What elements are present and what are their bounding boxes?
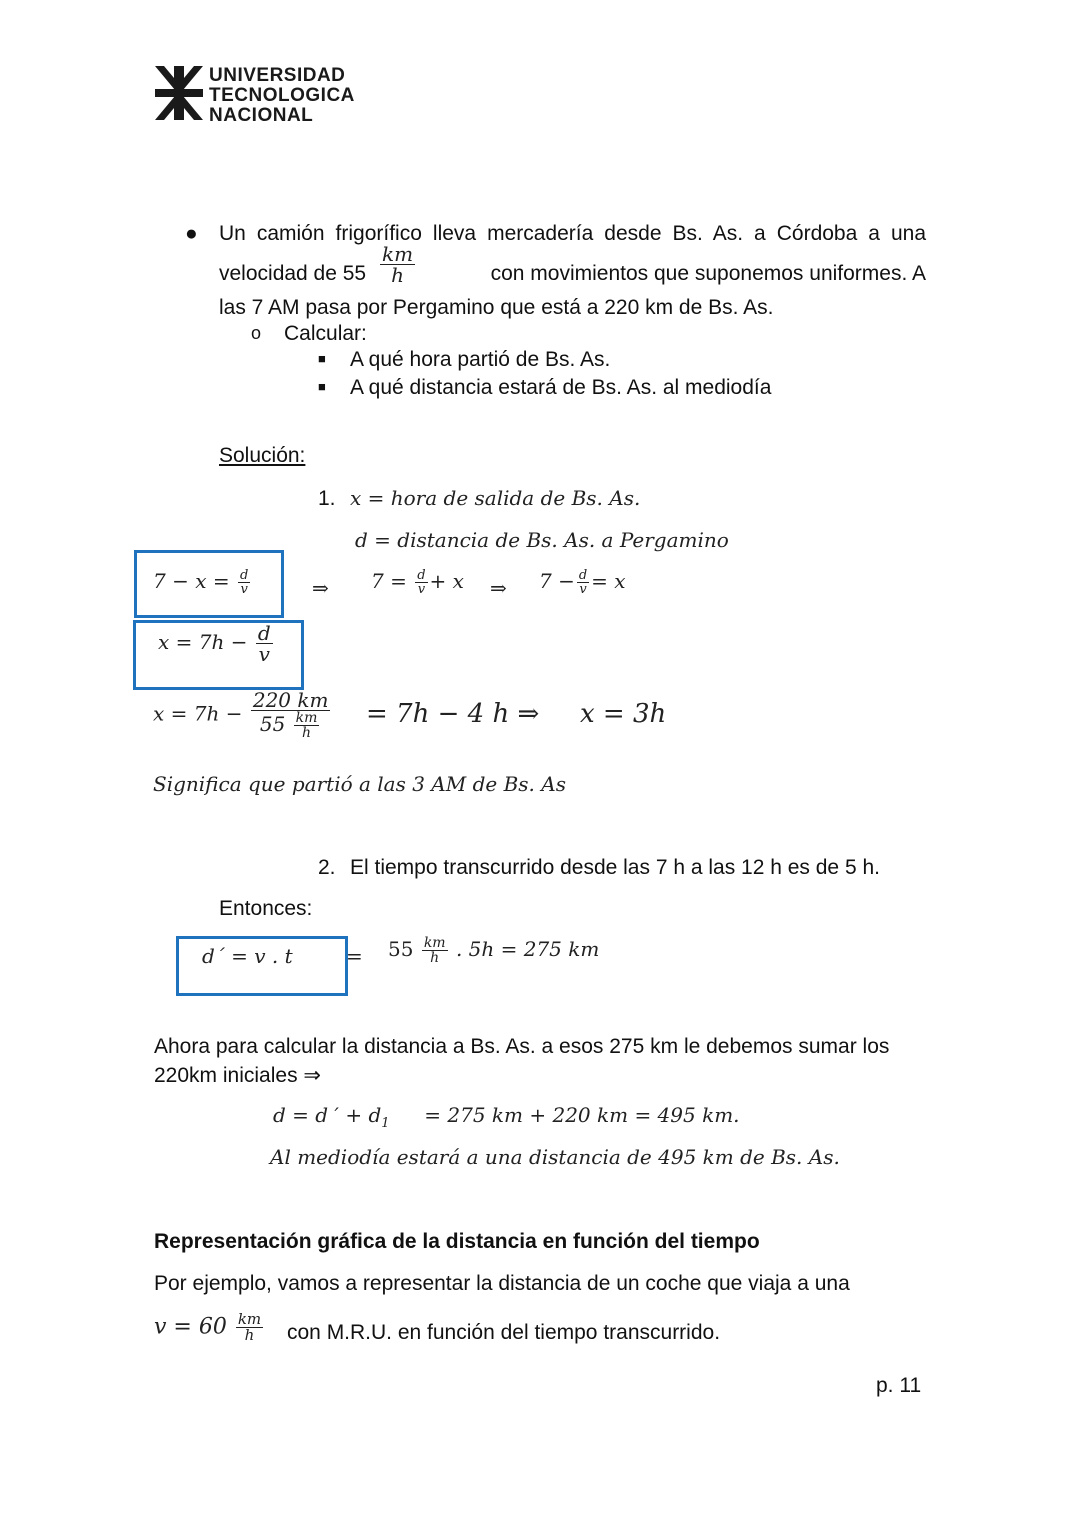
eq3-den-den: h bbox=[302, 725, 312, 741]
eq4-b: . 5h = 275 km bbox=[455, 937, 600, 961]
step-2-text: El tiempo transcurrido desde las 7 h a las 12 h es de 5 h. bbox=[350, 856, 880, 879]
eq2 bbox=[158, 623, 275, 664]
eq4-unit-num: km bbox=[423, 935, 446, 951]
eq4-a: 55 bbox=[388, 937, 414, 961]
unit-den: h bbox=[391, 263, 404, 287]
eq1-v: v bbox=[240, 582, 248, 597]
v-eq-text: v = 60 bbox=[154, 1314, 227, 1340]
eq1-mid-a: 7 = bbox=[371, 569, 414, 593]
eq2-text: x = 7h − bbox=[158, 630, 254, 654]
eq5-sub: 1 bbox=[381, 1116, 390, 1131]
page-number: p. 11 bbox=[876, 1374, 922, 1397]
eq1-right-v: v bbox=[579, 582, 587, 597]
eq1-left-text: 7 − x = bbox=[153, 569, 236, 593]
v-unit-num: km bbox=[237, 1310, 262, 1328]
eq5-b: = 275 km + 220 km = 495 km. bbox=[424, 1103, 740, 1127]
eq4-left: d´ = v . t bbox=[202, 944, 293, 968]
eq4-unit-den: h bbox=[430, 950, 440, 966]
unit-num: km bbox=[382, 242, 414, 266]
eq3-den-num: km bbox=[295, 710, 318, 726]
velocity-equation bbox=[154, 1312, 265, 1343]
conclusion-2: Al mediodía estará a una distancia de 495 km de Bs. As. bbox=[270, 1145, 840, 1169]
eq5 bbox=[273, 1103, 740, 1131]
eq1-middle bbox=[371, 569, 464, 596]
square-bullet-2: ■ bbox=[318, 379, 326, 394]
def-x: x = hora de salida de Bs. As. bbox=[350, 486, 641, 510]
eq3-den-coef: 55 bbox=[259, 712, 286, 736]
square-bullet-1: ■ bbox=[318, 351, 326, 366]
eq4-equals: = bbox=[346, 944, 363, 968]
question-2: A qué distancia estará de Bs. As. al mediodía bbox=[350, 376, 772, 399]
solution-heading: Solución: bbox=[219, 444, 306, 467]
logo-line-1: UNIVERSIDAD bbox=[209, 65, 346, 86]
problem-line-2a: velocidad de 55 bbox=[219, 262, 367, 285]
eq1-mid-v: v bbox=[417, 582, 426, 597]
eq1-left bbox=[153, 569, 252, 596]
section-line-1: Por ejemplo, vamos a representar la distancia de un coche que viaja a una bbox=[154, 1272, 850, 1295]
eq5-a: d = d ′ + d bbox=[273, 1103, 382, 1127]
paragraph-line-1: Ahora para calcular la distancia a Bs. As. a esos 275 km le debemos sumar los bbox=[154, 1035, 890, 1058]
eq2-d: d bbox=[257, 621, 271, 645]
implies-arrow-2: ⇒ bbox=[490, 576, 507, 600]
problem-line-1: Un camión frigorífico lleva mercadería desde Bs. As. a Córdoba a una bbox=[219, 222, 926, 245]
sub-bullet-circle: o bbox=[251, 323, 262, 343]
entonces: Entonces: bbox=[219, 897, 313, 920]
eq4-right bbox=[388, 936, 599, 965]
eq1-right-b: = x bbox=[591, 569, 626, 593]
bullet-dot: ● bbox=[185, 222, 198, 245]
conclusion-1: Significa que partió a las 3 AM de Bs. As bbox=[153, 772, 566, 796]
question-1: A qué hora partió de Bs. As. bbox=[350, 348, 611, 371]
eq3 bbox=[153, 690, 332, 740]
eq1-right bbox=[539, 569, 626, 596]
eq3-num: 220 km bbox=[252, 688, 329, 712]
eq1-d: d bbox=[239, 568, 249, 583]
eq2-v: v bbox=[258, 642, 270, 666]
eq3-a: x = 7h − bbox=[153, 701, 249, 726]
eq3-c: x = 3h bbox=[580, 699, 667, 729]
eq1-right-d: d bbox=[578, 568, 588, 583]
step-2-number: 2. bbox=[318, 856, 336, 879]
problem-line-3: las 7 AM pasa por Pergamino que está a 220 km de Bs. As. bbox=[219, 296, 774, 319]
eq1-mid-d: d bbox=[417, 568, 426, 583]
utn-logo-icon bbox=[155, 66, 203, 120]
logo-line-3: NACIONAL bbox=[209, 105, 314, 126]
section-title: Representación gráfica de la distancia en función del tiempo bbox=[154, 1230, 760, 1253]
eq1-right-a: 7 − bbox=[539, 569, 575, 593]
implies-arrow-1: ⇒ bbox=[312, 576, 329, 600]
problem-line-2b: con movimientos que suponemos uniformes. A bbox=[490, 262, 926, 285]
eq1-mid-b: + x bbox=[429, 569, 464, 593]
v-unit-den: h bbox=[244, 1326, 255, 1344]
eq3-b: = 7h − 4 h ⇒ bbox=[366, 699, 540, 729]
paragraph-line-2: 220km iniciales ⇒ bbox=[154, 1064, 321, 1087]
logo-line-2: TECNOLOGICA bbox=[209, 85, 355, 106]
section-line-2: con M.R.U. en función del tiempo transcurrido. bbox=[287, 1321, 721, 1344]
calc-label: Calcular: bbox=[284, 322, 367, 345]
def-d: d = distancia de Bs. As. a Pergamino bbox=[355, 528, 729, 552]
step-1-number: 1. bbox=[318, 487, 336, 510]
velocity-unit bbox=[378, 244, 417, 285]
utn-logo bbox=[155, 66, 375, 124]
